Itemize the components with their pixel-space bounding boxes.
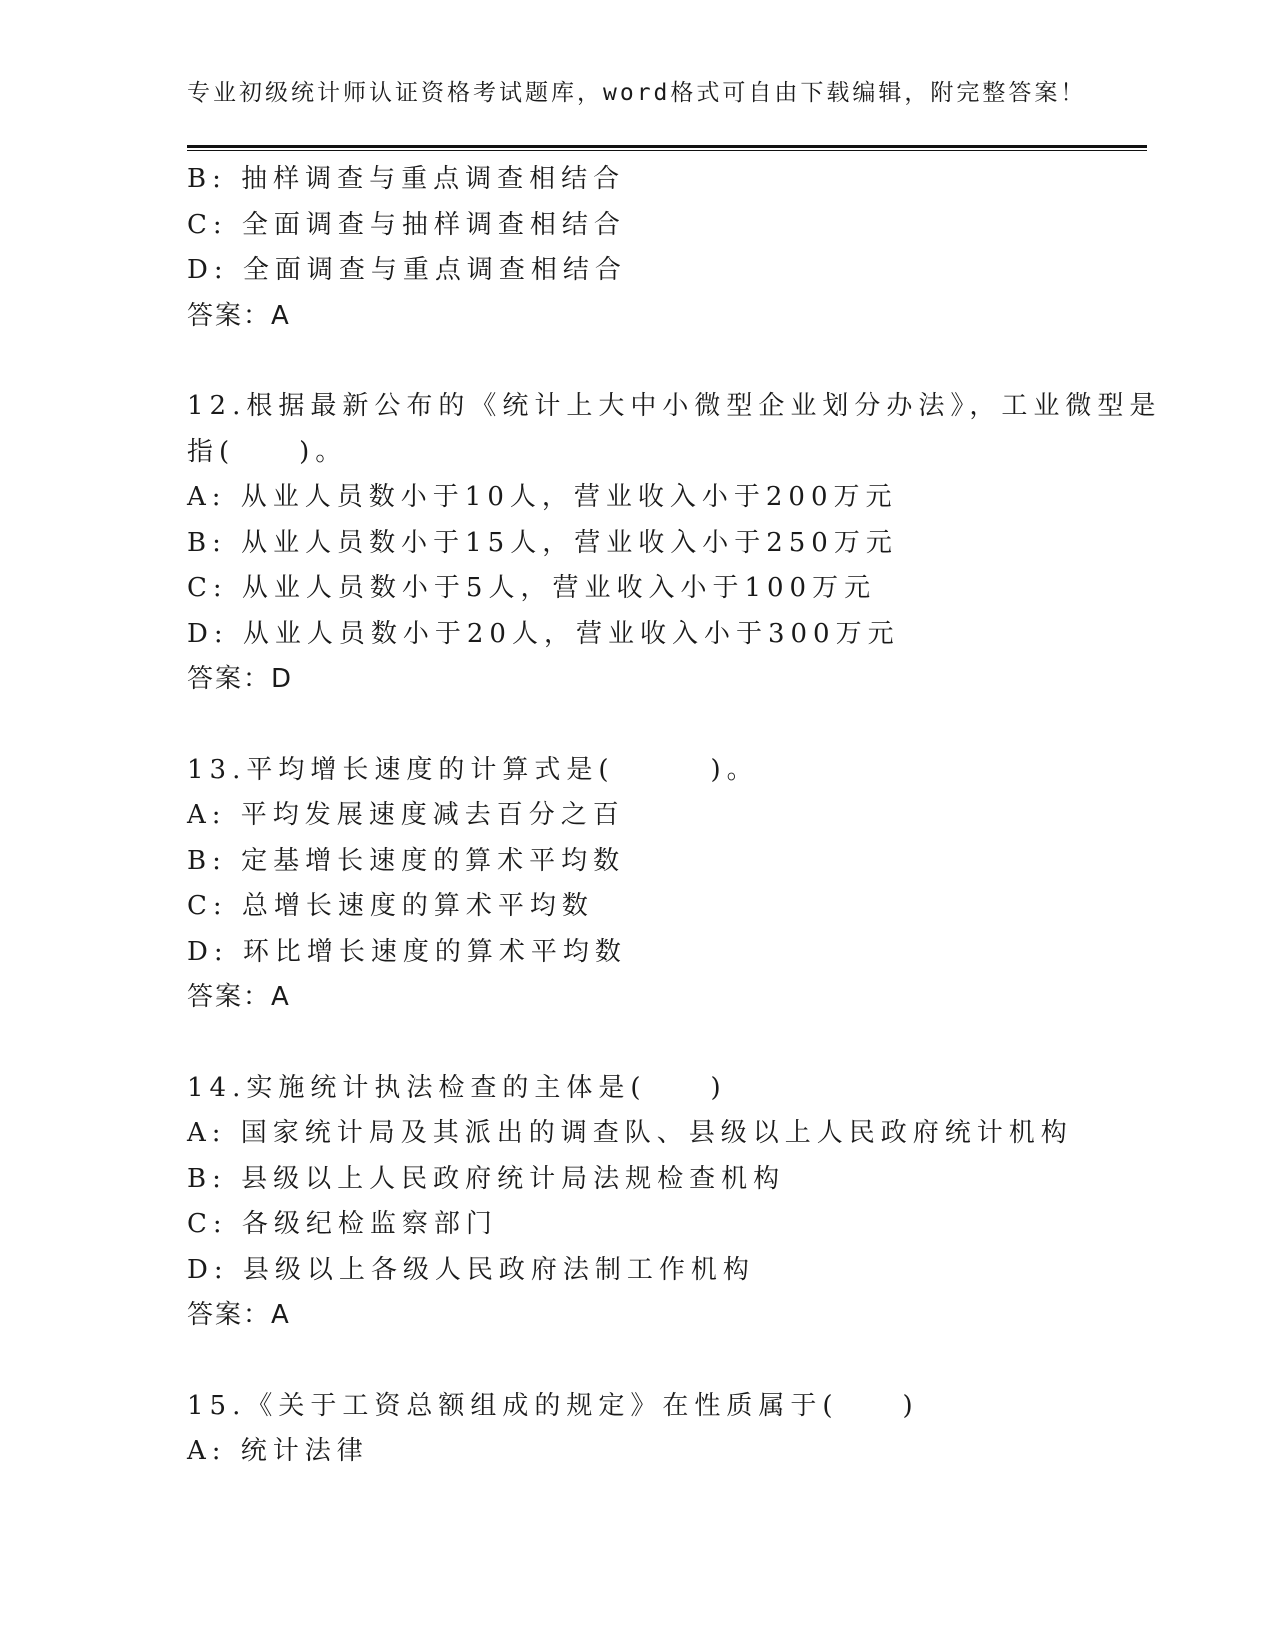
option-b: B: 定基增长速度的算术平均数 xyxy=(187,845,626,876)
option-b: B: 抽样调查与重点调查相结合 xyxy=(187,164,626,194)
option-b: B: 从业人员数小于15人，营业收入小于250万元 xyxy=(187,527,898,558)
question-11-continued xyxy=(187,157,1087,339)
option-c: C: 各级纪检监察部门 xyxy=(187,1209,498,1239)
answer: 答案：A xyxy=(187,1300,291,1330)
option-a: A: 平均发展速度减去百分之百 xyxy=(187,800,625,830)
question-stem: 13.平均增长速度的计算式是( )。 xyxy=(187,754,759,785)
question-stem: 12.根据最新公布的《统计上大中小微型企业划分办法》，工业微型是 xyxy=(187,391,1162,421)
option-d: D: 从业人员数小于20人，营业收入小于300万元 xyxy=(187,618,900,649)
question-stem: 14.实施统计执法检查的主体是( ) xyxy=(187,1072,727,1103)
question-12 xyxy=(187,384,1162,703)
question-14 xyxy=(187,1066,1087,1339)
question-stem: 15.《关于工资总额组成的规定》在性质属于( ) xyxy=(187,1390,919,1421)
option-a: A: 从业人员数小于10人，营业收入小于200万元 xyxy=(187,482,898,512)
option-d: D: 县级以上各级人民政府法制工作机构 xyxy=(187,1254,755,1285)
question-content xyxy=(187,157,1162,1475)
option-b: B: 县级以上人民政府统计局法规检查机构 xyxy=(187,1163,786,1194)
answer: 答案：D xyxy=(187,664,294,694)
option-d: D: 全面调查与重点调查相结合 xyxy=(187,255,627,285)
option-a: A: 国家统计局及其派出的调查队、县级以上人民政府统计机构 xyxy=(187,1118,1073,1148)
option-c: C: 从业人员数小于5人，营业收入小于100万元 xyxy=(187,573,877,603)
answer: 答案：A xyxy=(187,300,291,331)
question-stem-cont: 指( )。 xyxy=(187,436,348,467)
question-13 xyxy=(187,748,1087,1021)
header-rule-thick xyxy=(187,145,1147,148)
answer: 答案：A xyxy=(187,982,291,1012)
header-rule-thin xyxy=(187,150,1147,151)
option-c: C: 总增长速度的算术平均数 xyxy=(187,891,594,921)
option-c: C: 全面调查与抽样调查相结合 xyxy=(187,209,626,240)
option-a: A: 统计法律 xyxy=(187,1436,369,1466)
question-15 xyxy=(187,1384,1087,1475)
page-header: 专业初级统计师认证资格考试题库，word格式可自由下载编辑，附完整答案！ xyxy=(187,80,1087,106)
option-d: D: 环比增长速度的算术平均数 xyxy=(187,936,627,967)
